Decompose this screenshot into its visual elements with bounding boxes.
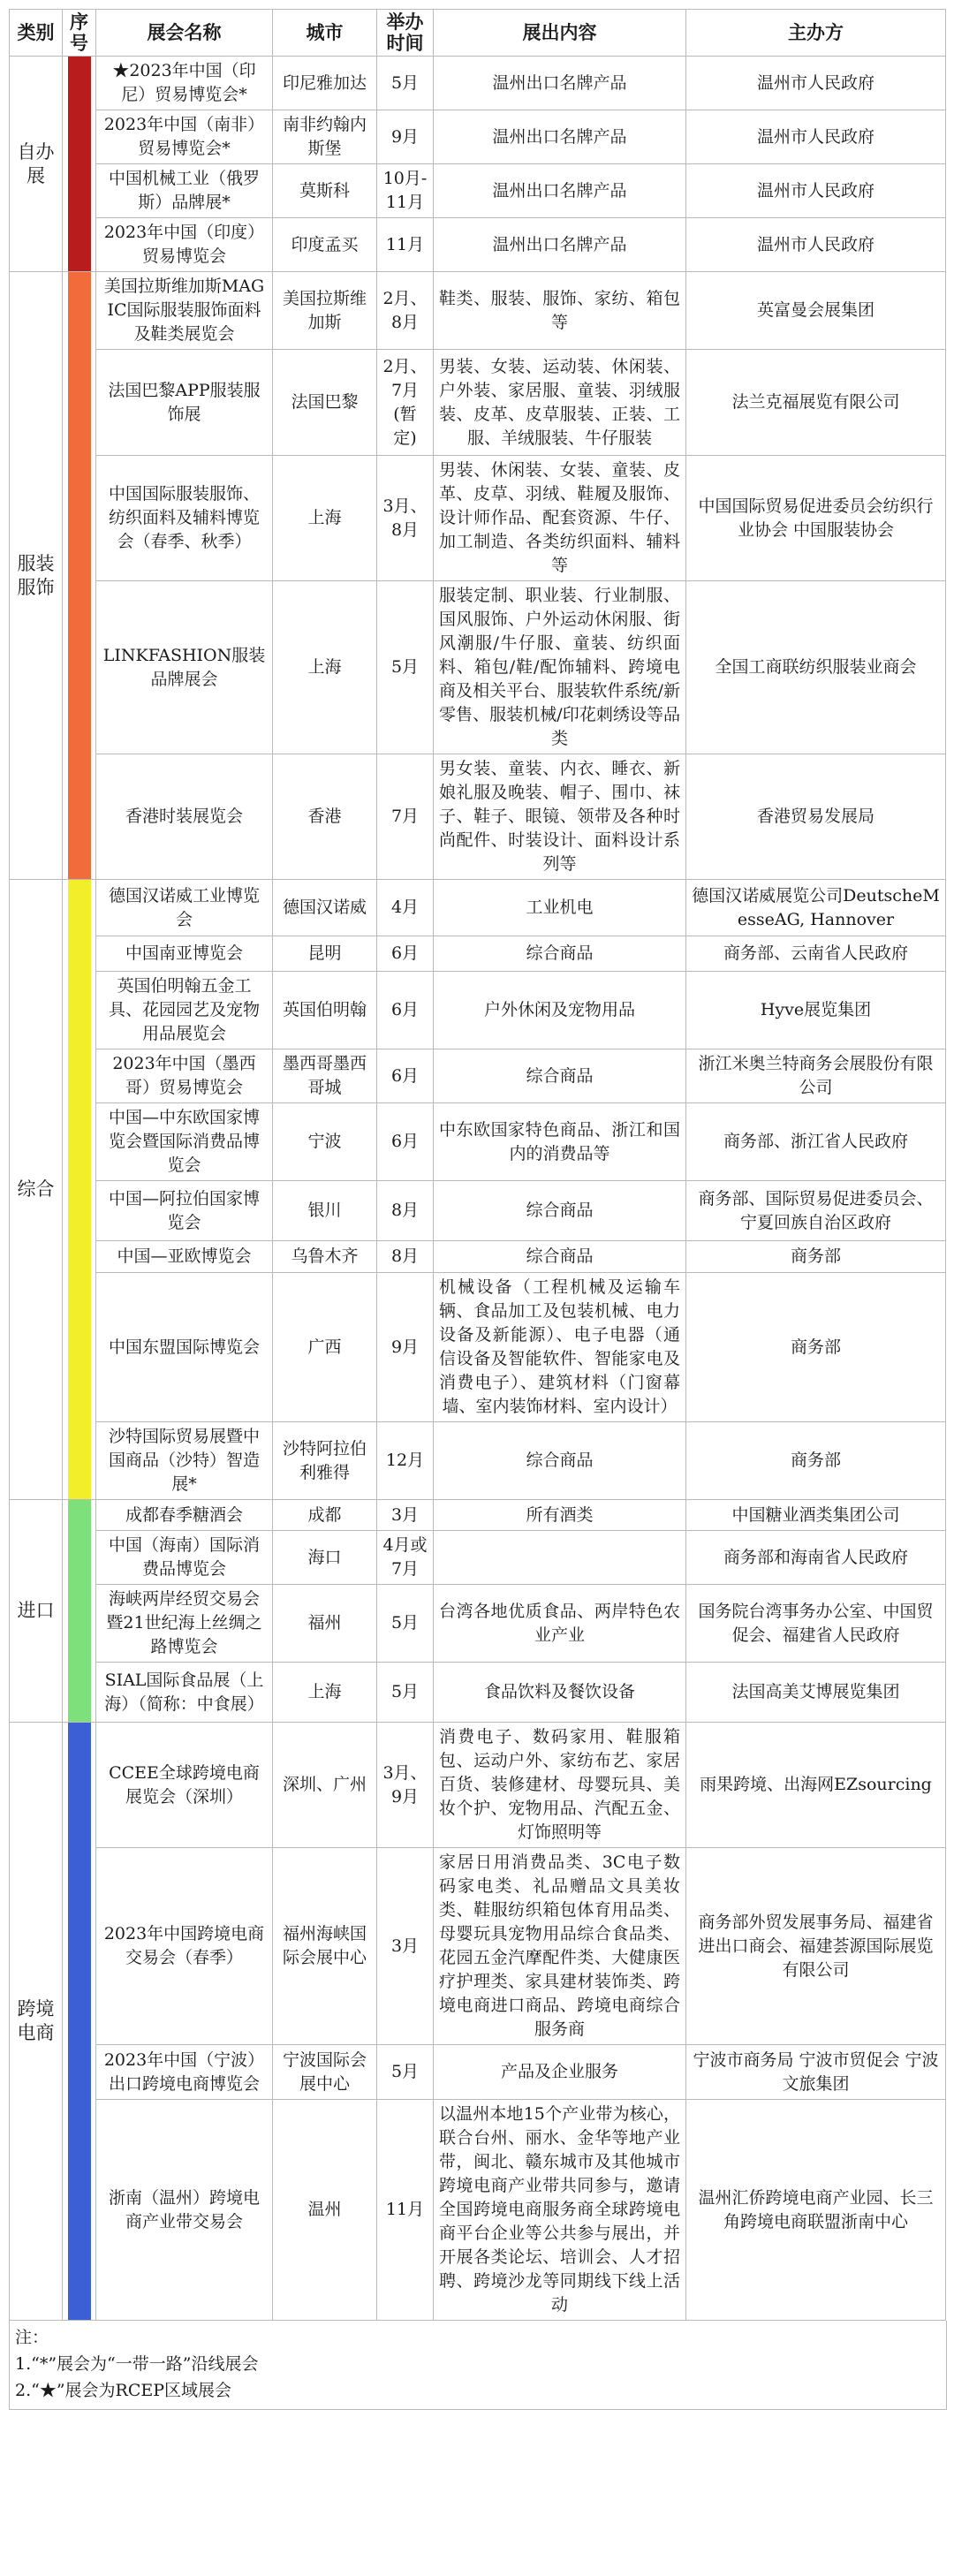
name-cell: 中国（海南）国际消费品博览会 bbox=[96, 1531, 273, 1585]
organizer-cell: 商务部和海南省人民政府 bbox=[686, 1531, 946, 1585]
name-cell: 中国机械工业（俄罗斯）品牌展* bbox=[96, 164, 273, 218]
city-cell: 沙特阿拉伯利雅得 bbox=[273, 1422, 377, 1500]
table-row bbox=[10, 1663, 946, 1723]
city-cell: 福州 bbox=[273, 1585, 377, 1663]
content-cell: 食品饮料及餐饮设备 bbox=[434, 1663, 686, 1723]
content-cell: 综合商品 bbox=[434, 936, 686, 972]
time-cell: 8月 bbox=[377, 1181, 434, 1241]
city-cell: 法国巴黎 bbox=[273, 350, 377, 456]
header-category: 类别 bbox=[10, 10, 63, 57]
time-cell: 6月 bbox=[377, 1049, 434, 1103]
city-cell: 银川 bbox=[273, 1181, 377, 1241]
organizer-cell: 德国汉诺威展览公司DeutscheMesseAG, Hannover bbox=[686, 880, 946, 936]
content-cell: 男女装、童装、内衣、睡衣、新娘礼服及晚装、帽子、围巾、袜子、鞋子、眼镜、领带及各种时尚配件、时装设计、面料设计系列等 bbox=[434, 754, 686, 880]
name-cell: 法国巴黎APP服装服饰展 bbox=[96, 350, 273, 456]
city-cell: 上海 bbox=[273, 456, 377, 581]
header-index: 序号 bbox=[63, 10, 96, 57]
notes-title: 注： bbox=[15, 2328, 49, 2347]
name-cell: CCEE全球跨境电商展览会（深圳） bbox=[96, 1723, 273, 1848]
city-cell: 印尼雅加达 bbox=[273, 57, 377, 110]
organizer-cell: 中国国际贸易促进委员会纺织行业协会 中国服装协会 bbox=[686, 456, 946, 581]
time-cell: 8月 bbox=[377, 1241, 434, 1273]
time-cell: 4月或7月 bbox=[377, 1531, 434, 1585]
exhibition-list bbox=[9, 9, 945, 2410]
organizer-cell: 温州汇侨跨境电商产业园、长三角跨境电商联盟浙南中心 bbox=[686, 2100, 946, 2321]
city-cell: 深圳、广州 bbox=[273, 1723, 377, 1848]
table-body bbox=[10, 57, 946, 2321]
time-cell: 5月 bbox=[377, 1663, 434, 1723]
name-cell: LINKFASHION服装品牌展会 bbox=[96, 581, 273, 754]
organizer-cell: Hyve展览集团 bbox=[686, 972, 946, 1049]
name-cell: 英国伯明翰五金工具、花园园艺及宠物用品展览会 bbox=[96, 972, 273, 1049]
city-cell: 美国拉斯维加斯 bbox=[273, 272, 377, 350]
table-row bbox=[10, 1500, 946, 1531]
name-cell: 中国东盟国际博览会 bbox=[96, 1273, 273, 1422]
table-row bbox=[10, 1422, 946, 1500]
time-cell: 2月、8月 bbox=[377, 272, 434, 350]
city-cell: 上海 bbox=[273, 581, 377, 754]
time-cell: 7月 bbox=[377, 754, 434, 880]
table-row bbox=[10, 1103, 946, 1181]
name-cell: 2023年中国（宁波）出口跨境电商博览会 bbox=[96, 2045, 273, 2100]
category-cell: 自办展 bbox=[10, 57, 63, 272]
table-header-row bbox=[10, 10, 946, 57]
exhibition-table bbox=[9, 9, 946, 2321]
table-row bbox=[10, 110, 946, 164]
city-cell: 温州 bbox=[273, 2100, 377, 2321]
table-row bbox=[10, 218, 946, 272]
city-cell: 墨西哥墨西哥城 bbox=[273, 1049, 377, 1103]
table-row bbox=[10, 1241, 946, 1273]
content-cell: 家居日用消费品类、3C电子数码家电类、礼品赠品文具美妆类、鞋服纺织箱包体育用品类、母婴玩具宠物用品综合食品类、花园五金汽摩配件类、大健康医疗护理类、家具建材装饰类、跨境电商进口商品、跨境电商综合服务商 bbox=[434, 1848, 686, 2045]
category-color-bar bbox=[68, 1723, 91, 2321]
table-row bbox=[10, 1585, 946, 1663]
city-cell: 宁波国际会展中心 bbox=[273, 2045, 377, 2100]
category-cell: 服装服饰 bbox=[10, 272, 63, 880]
category-color-bar bbox=[68, 57, 91, 272]
table-row bbox=[10, 456, 946, 581]
city-cell: 乌鲁木齐 bbox=[273, 1241, 377, 1273]
content-cell: 户外休闲及宠物用品 bbox=[434, 972, 686, 1049]
organizer-cell: 温州市人民政府 bbox=[686, 218, 946, 272]
table-row bbox=[10, 1723, 946, 1848]
organizer-cell: 法兰克福展览有限公司 bbox=[686, 350, 946, 456]
table-row bbox=[10, 1848, 946, 2045]
table-row bbox=[10, 972, 946, 1049]
index-color-cell bbox=[63, 57, 96, 272]
time-cell: 2月、7月(暂定) bbox=[377, 350, 434, 456]
organizer-cell: 英富曼会展集团 bbox=[686, 272, 946, 350]
content-cell: 机械设备（工程机械及运输车辆、食品加工及包装机械、电力设备及新能源）、电子电器（通信设备及智能软件、智能家电及消费电子）、建筑材料（门窗幕墙、室内装饰材料、室内设计） bbox=[434, 1273, 686, 1422]
name-cell: 成都春季糖酒会 bbox=[96, 1500, 273, 1531]
city-cell: 广西 bbox=[273, 1273, 377, 1422]
organizer-cell: 雨果跨境、出海网EZsourcing bbox=[686, 1723, 946, 1848]
name-cell: 美国拉斯维加斯MAGIC国际服装服饰面料及鞋类展览会 bbox=[96, 272, 273, 350]
organizer-cell: 商务部 bbox=[686, 1422, 946, 1500]
header-organizer: 主办方 bbox=[686, 10, 946, 57]
city-cell: 上海 bbox=[273, 1663, 377, 1723]
time-cell: 6月 bbox=[377, 972, 434, 1049]
content-cell: 男装、女装、运动装、休闲装、户外装、家居服、童装、羽绒服装、皮革、皮草服装、正装、工服、羊绒服装、牛仔服装 bbox=[434, 350, 686, 456]
time-cell: 9月 bbox=[377, 110, 434, 164]
time-cell: 5月 bbox=[377, 57, 434, 110]
city-cell: 印度孟买 bbox=[273, 218, 377, 272]
name-cell: 中国南亚博览会 bbox=[96, 936, 273, 972]
time-cell: 10月-11月 bbox=[377, 164, 434, 218]
name-cell: 2023年中国跨境电商交易会（春季） bbox=[96, 1848, 273, 2045]
name-cell: 浙南（温州）跨境电商产业带交易会 bbox=[96, 2100, 273, 2321]
table-row bbox=[10, 2045, 946, 2100]
name-cell: 中国—阿拉伯国家博览会 bbox=[96, 1181, 273, 1241]
city-cell: 成都 bbox=[273, 1500, 377, 1531]
organizer-cell: 法国高美艾博展览集团 bbox=[686, 1663, 946, 1723]
organizer-cell: 商务部、国际贸易促进委员会、宁夏回族自治区政府 bbox=[686, 1181, 946, 1241]
category-color-bar bbox=[68, 1500, 91, 1723]
content-cell: 综合商品 bbox=[434, 1049, 686, 1103]
organizer-cell: 商务部 bbox=[686, 1241, 946, 1273]
name-cell: ★2023年中国（印尼）贸易博览会* bbox=[96, 57, 273, 110]
time-cell: 11月 bbox=[377, 2100, 434, 2321]
name-cell: SIAL国际食品展（上海）（简称：中食展） bbox=[96, 1663, 273, 1723]
content-cell: 温州出口名牌产品 bbox=[434, 57, 686, 110]
note-item: 1.“*”展会为“一带一路”沿线展会 bbox=[15, 2354, 259, 2374]
header-time: 举办时间 bbox=[377, 10, 434, 57]
content-cell: 温州出口名牌产品 bbox=[434, 218, 686, 272]
content-cell: 服装定制、职业装、行业制服、国风服饰、户外运动休闲服、街风潮服/牛仔服、童装、纺织面料、箱包/鞋/配饰辅料、跨境电商及相关平台、服装软件系统/新零售、服装机械/印花刺绣设等品类 bbox=[434, 581, 686, 754]
category-cell: 进口 bbox=[10, 1500, 63, 1723]
time-cell: 5月 bbox=[377, 581, 434, 754]
content-cell bbox=[434, 1531, 686, 1585]
organizer-cell: 全国工商联纺织服装业商会 bbox=[686, 581, 946, 754]
content-cell: 温州出口名牌产品 bbox=[434, 164, 686, 218]
header-name: 展会名称 bbox=[96, 10, 273, 57]
time-cell: 3月 bbox=[377, 1848, 434, 2045]
organizer-cell: 浙江米奥兰特商务会展股份有限公司 bbox=[686, 1049, 946, 1103]
organizer-cell: 商务部外贸发展事务局、福建省进出口商会、福建荟源国际展览有限公司 bbox=[686, 1848, 946, 2045]
organizer-cell: 中国糖业酒类集团公司 bbox=[686, 1500, 946, 1531]
category-cell: 跨境电商 bbox=[10, 1723, 63, 2321]
city-cell: 莫斯科 bbox=[273, 164, 377, 218]
organizer-cell: 商务部 bbox=[686, 1273, 946, 1422]
table-row bbox=[10, 272, 946, 350]
organizer-cell: 宁波市商务局 宁波市贸促会 宁波文旅集团 bbox=[686, 2045, 946, 2100]
city-cell: 福州海峡国际会展中心 bbox=[273, 1848, 377, 2045]
content-cell: 所有酒类 bbox=[434, 1500, 686, 1531]
index-color-cell bbox=[63, 1723, 96, 2321]
name-cell: 2023年中国（印度）贸易博览会 bbox=[96, 218, 273, 272]
organizer-cell: 温州市人民政府 bbox=[686, 110, 946, 164]
table-row bbox=[10, 1181, 946, 1241]
index-color-cell bbox=[63, 272, 96, 880]
index-color-cell bbox=[63, 880, 96, 1500]
city-cell: 昆明 bbox=[273, 936, 377, 972]
time-cell: 6月 bbox=[377, 1103, 434, 1181]
organizer-cell: 温州市人民政府 bbox=[686, 164, 946, 218]
table-row bbox=[10, 936, 946, 972]
name-cell: 中国—中东欧国家博览会暨国际消费品博览会 bbox=[96, 1103, 273, 1181]
time-cell: 5月 bbox=[377, 1585, 434, 1663]
time-cell: 3月、9月 bbox=[377, 1723, 434, 1848]
category-cell: 综合 bbox=[10, 880, 63, 1500]
time-cell: 4月 bbox=[377, 880, 434, 936]
name-cell: 2023年中国（墨西哥）贸易博览会 bbox=[96, 1049, 273, 1103]
name-cell: 中国国际服装服饰、纺织面料及辅料博览会（春季、秋季） bbox=[96, 456, 273, 581]
content-cell: 以温州本地15个产业带为核心，联合台州、丽水、金华等地产业带，闽北、赣东城市及其他城市跨境电商产业带共同参与，邀请全国跨境电商服务商全球跨境电商平台企业等公共参与展出，并开展各类论坛、培训会、人才招聘、跨境沙龙等同期线下线上活动 bbox=[434, 2100, 686, 2321]
organizer-cell: 温州市人民政府 bbox=[686, 57, 946, 110]
content-cell: 温州出口名牌产品 bbox=[434, 110, 686, 164]
city-cell: 南非约翰内斯堡 bbox=[273, 110, 377, 164]
table-row bbox=[10, 754, 946, 880]
category-color-bar bbox=[68, 272, 91, 880]
table-row bbox=[10, 1531, 946, 1585]
content-cell: 中东欧国家特色商品、浙江和国内的消费品等 bbox=[434, 1103, 686, 1181]
table-row bbox=[10, 2100, 946, 2321]
table-row bbox=[10, 880, 946, 936]
content-cell: 综合商品 bbox=[434, 1422, 686, 1500]
time-cell: 12月 bbox=[377, 1422, 434, 1500]
city-cell: 英国伯明翰 bbox=[273, 972, 377, 1049]
time-cell: 3月、8月 bbox=[377, 456, 434, 581]
content-cell: 台湾各地优质食品、两岸特色农业产业 bbox=[434, 1585, 686, 1663]
name-cell: 2023年中国（南非）贸易博览会* bbox=[96, 110, 273, 164]
table-row bbox=[10, 1049, 946, 1103]
name-cell: 中国—亚欧博览会 bbox=[96, 1241, 273, 1273]
city-cell: 海口 bbox=[273, 1531, 377, 1585]
time-cell: 5月 bbox=[377, 2045, 434, 2100]
city-cell: 宁波 bbox=[273, 1103, 377, 1181]
table-row bbox=[10, 57, 946, 110]
time-cell: 9月 bbox=[377, 1273, 434, 1422]
table-row bbox=[10, 581, 946, 754]
content-cell: 男装、休闲装、女装、童装、皮革、皮草、羽绒、鞋履及服饰、设计师作品、配套资源、牛仔、加工制造、各类纺织面料、辅料等 bbox=[434, 456, 686, 581]
organizer-cell: 国务院台湾事务办公室、中国贸促会、福建省人民政府 bbox=[686, 1585, 946, 1663]
time-cell: 3月 bbox=[377, 1500, 434, 1531]
name-cell: 海峡两岸经贸交易会暨21世纪海上丝绸之路博览会 bbox=[96, 1585, 273, 1663]
category-color-bar bbox=[68, 880, 91, 1500]
name-cell: 德国汉诺威工业博览会 bbox=[96, 880, 273, 936]
table-row bbox=[10, 350, 946, 456]
organizer-cell: 商务部、云南省人民政府 bbox=[686, 936, 946, 972]
table-row bbox=[10, 1273, 946, 1422]
header-city: 城市 bbox=[273, 10, 377, 57]
content-cell: 工业机电 bbox=[434, 880, 686, 936]
city-cell: 德国汉诺威 bbox=[273, 880, 377, 936]
time-cell: 11月 bbox=[377, 218, 434, 272]
organizer-cell: 商务部、浙江省人民政府 bbox=[686, 1103, 946, 1181]
content-cell: 综合商品 bbox=[434, 1181, 686, 1241]
city-cell: 香港 bbox=[273, 754, 377, 880]
content-cell: 综合商品 bbox=[434, 1241, 686, 1273]
name-cell: 香港时装展览会 bbox=[96, 754, 273, 880]
table-row bbox=[10, 164, 946, 218]
name-cell: 沙特国际贸易展暨中国商品（沙特）智造展* bbox=[96, 1422, 273, 1500]
content-cell: 产品及企业服务 bbox=[434, 2045, 686, 2100]
notes bbox=[9, 2321, 947, 2410]
index-color-cell bbox=[63, 1500, 96, 1723]
content-cell: 鞋类、服装、服饰、家纺、箱包等 bbox=[434, 272, 686, 350]
organizer-cell: 香港贸易发展局 bbox=[686, 754, 946, 880]
note-item: 2.“★”展会为RCEP区域展会 bbox=[15, 2381, 232, 2400]
time-cell: 6月 bbox=[377, 936, 434, 972]
content-cell: 消费电子、数码家用、鞋服箱包、运动户外、家纺布艺、家居百货、装修建材、母婴玩具、美妆个护、宠物用品、汽配五金、灯饰照明等 bbox=[434, 1723, 686, 1848]
header-content: 展出内容 bbox=[434, 10, 686, 57]
